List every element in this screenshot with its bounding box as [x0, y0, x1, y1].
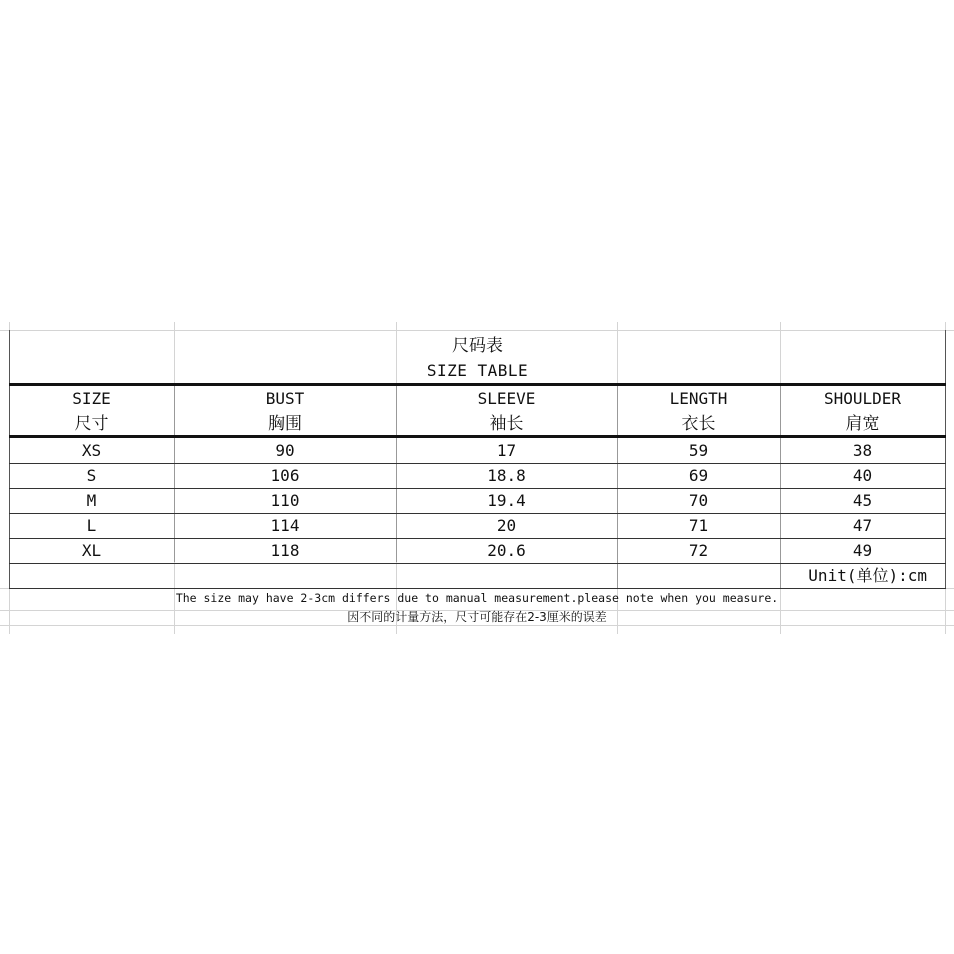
header-shoulder-cn: 肩宽 [845, 413, 880, 434]
table-cell-length: 70 [688, 491, 709, 510]
header-length: LENGTH [669, 389, 728, 408]
table-cell-bust: 110 [270, 491, 300, 510]
unit-label: Unit(单位):cm [808, 566, 927, 585]
table-cell-bust: 118 [270, 541, 300, 560]
table-cell-shoulder: 45 [852, 491, 873, 510]
header-bust-cn: 胸围 [268, 413, 302, 434]
table-cell-size: XS [81, 440, 102, 460]
table-cell-length: 69 [688, 466, 709, 485]
header-shoulder: SHOULDER [823, 389, 902, 408]
header-sleeve: SLEEVE [477, 389, 536, 408]
table-cell-shoulder: 38 [852, 440, 873, 460]
table-title-en: SIZE TABLE [426, 361, 529, 380]
table-cell-sleeve: 19.4 [487, 491, 526, 510]
table-cell-length: 59 [688, 440, 709, 460]
table-cell-sleeve: 17 [496, 440, 517, 460]
header-length-cn: 衣长 [681, 413, 716, 434]
table-cell-size: L [86, 516, 97, 535]
table-cell-size: S [86, 466, 97, 485]
grid-line [0, 330, 954, 331]
header-bust: BUST [265, 389, 305, 408]
table-cell-size: M [86, 491, 97, 510]
measurement-note-en: The size may have 2-3cm differs due to manual measurement.please note when you measure. [175, 591, 779, 606]
table-bottom-rule [9, 588, 946, 589]
table-cell-shoulder: 40 [852, 466, 873, 485]
table-cell-sleeve: 18.8 [487, 466, 526, 485]
table-cell-length: 72 [688, 541, 709, 560]
table-cell-bust: 114 [270, 516, 300, 535]
measurement-note-cn: 因不同的计量方法，尺寸可能存在2-3厘米的误差 [347, 610, 607, 624]
header-sleeve-cn: 袖长 [489, 413, 524, 434]
table-cell-size: XL [81, 541, 102, 560]
header-size-cn: 尺寸 [74, 413, 109, 434]
table-cell-sleeve: 20.6 [487, 541, 526, 560]
table-cell-bust: 106 [270, 466, 300, 485]
table-cell-length: 71 [688, 516, 709, 535]
table-cell-sleeve: 20 [496, 516, 517, 535]
table-cell-shoulder: 49 [852, 541, 873, 560]
table-cell-bust: 90 [275, 440, 295, 460]
table-title-cn: 尺码表 [452, 335, 503, 356]
table-cell-shoulder: 47 [852, 516, 873, 535]
header-size: SIZE [72, 389, 111, 408]
header-top-rule [9, 383, 946, 386]
